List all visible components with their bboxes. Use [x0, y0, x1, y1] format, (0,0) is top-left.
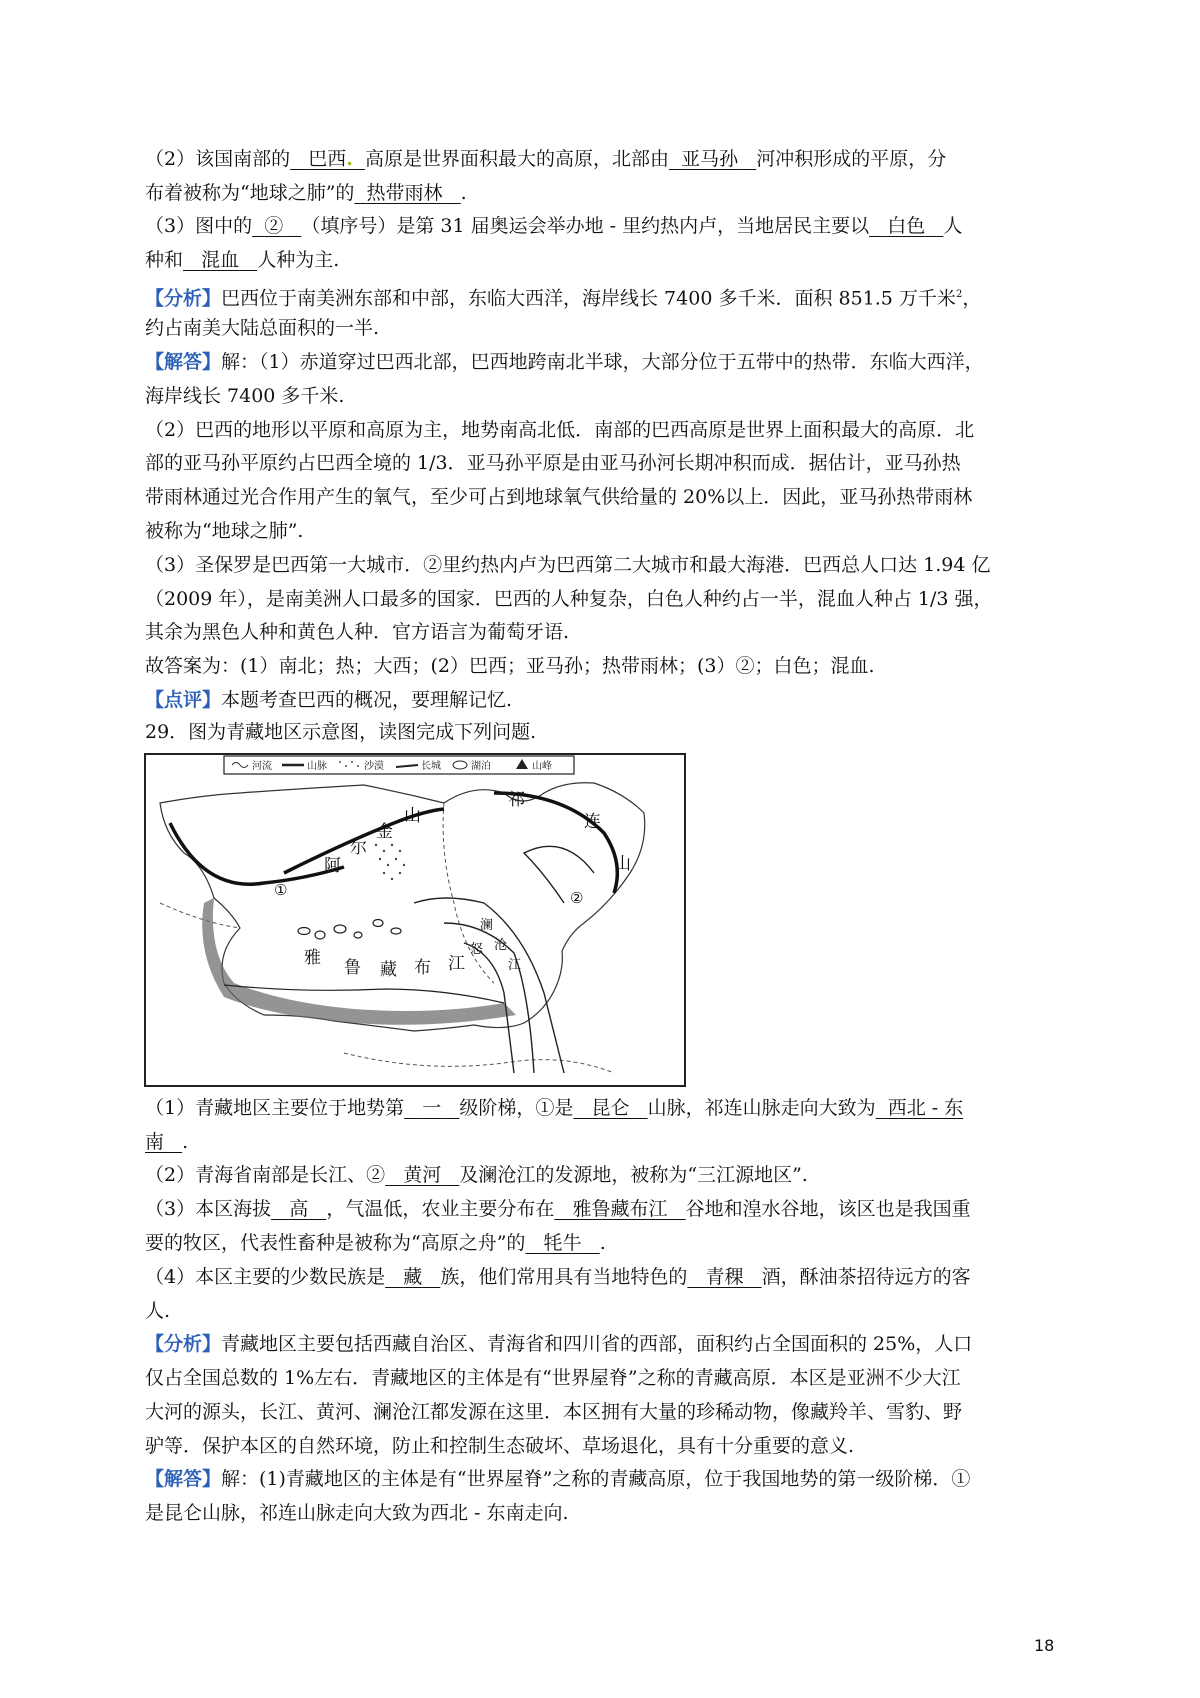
text: 仅占全国总数的 1%左右．青藏地区的主体是有“世界屋脊”之称的青藏高原．本区是亚洲不少大江 [145, 1367, 961, 1389]
q29-solution-2 [145, 1500, 569, 1526]
solution-tag: 【解答】 [145, 1468, 222, 1490]
q29-analysis-2 [145, 1365, 961, 1391]
label-lan: 澜 [480, 918, 494, 933]
answer-blank: 白色 [887, 215, 926, 237]
answer-blank: 混血 [201, 249, 240, 271]
text: 大河的源头，长江、黄河、澜沧江都发源在这里．本区拥有大量的珍稀动物，像藏羚羊、雪豹、野 [145, 1401, 963, 1423]
text: 族，他们常用具有当地特色的 [440, 1266, 688, 1288]
answer-blank: 热带雨林 [366, 182, 443, 204]
text: . [460, 182, 467, 204]
label-er: 尔 [350, 838, 367, 858]
legend-peak: 山峰 [532, 761, 552, 772]
label-bu: 布 [414, 958, 431, 978]
q28-answer [145, 653, 875, 679]
text: （1）青藏地区主要位于地势第 [145, 1097, 405, 1119]
text: （2）该国南部的 [145, 148, 291, 170]
q28-line-3 [145, 180, 467, 206]
q28-comment [145, 687, 512, 713]
answer-blank: 西北 - 东 [887, 1097, 964, 1119]
label-shan-altun: 山 [404, 806, 421, 826]
analysis-tag: 【分析】 [145, 1333, 222, 1355]
text: . [182, 1131, 189, 1153]
label-shan-qilian: 山 [614, 854, 631, 874]
answer-blank: 南 [145, 1131, 165, 1153]
label-jiang-yarlung: 江 [448, 954, 465, 974]
q28-solution-6 [145, 518, 303, 544]
answer-blank: 青稞 [705, 1266, 744, 1288]
q28-solution-3 [145, 417, 974, 443]
text: （3）图中的 [145, 215, 253, 237]
text: 青藏地区主要包括西藏自治区、青海省和四川省的西部，面积约占全国面积的 25%，人口 [221, 1333, 973, 1355]
text: （2）巴西的地形以平原和高原为主，地势南高北低．南部的巴西高原是世界上面积最大的高原．北 [145, 419, 975, 441]
q29-analysis-4 [145, 1433, 854, 1459]
text: 布着被称为“地球之肺”的 [145, 182, 355, 204]
text: 本题考查巴西的概况，要理解记忆. [221, 689, 513, 711]
legend-desert: 沙漠 [364, 761, 384, 772]
q29-analysis-3 [145, 1399, 962, 1425]
text: . [599, 1232, 606, 1254]
q29-analysis-1 [145, 1331, 972, 1357]
text: 及澜沧江的发源地，被称为“三江源地区”. [459, 1164, 808, 1186]
answer-blank: 雅鲁藏布江 [572, 1198, 668, 1220]
label-cang: 沧 [494, 938, 508, 953]
legend-lake: 湖泊 [471, 761, 491, 772]
q28-solution-8 [145, 586, 993, 612]
text: 海岸线长 7400 多千米. [145, 385, 345, 407]
analysis-tag: 【分析】 [145, 287, 222, 310]
q28-line-4 [145, 213, 962, 239]
qinghai-tibet-map [144, 753, 686, 1087]
q29-sub2 [145, 1162, 808, 1188]
text: 解：(1)青藏地区的主体是有“世界屋脊”之称的青藏高原，位于我国地势的第一级阶梯．① [221, 1468, 971, 1490]
q28-solution-4 [145, 450, 961, 476]
text: 种和 [145, 249, 184, 271]
text: 带雨林通过光合作用产生的氧气，至少可占到地球氧气供给量的 20%以上．因此，亚马孙热带雨林 [145, 486, 973, 508]
q29-sub1-line2 [145, 1129, 188, 1155]
text: 是昆仑山脉，祁连山脉走向大致为西北 - 东南走向. [145, 1502, 569, 1524]
q29-sub3-line1 [145, 1196, 971, 1222]
answer-blank: 藏 [403, 1266, 423, 1288]
text: 被称为“地球之肺”. [145, 520, 304, 542]
q29-title [145, 719, 536, 745]
q28-solution-1 [145, 349, 984, 375]
text: （填序号）是第 31 届奥运会举办地 - 里约热内卢，当地居民主要以 [301, 215, 870, 237]
text: 约占南美大陆总面积的一半. [145, 317, 380, 339]
text: （3）圣保罗是巴西第一大城市．②里约热内卢为巴西第二大城市和最大海港．巴西总人口达 1.94 亿 [145, 554, 991, 576]
text: 谷地和湟水谷地，该区也是我国重 [685, 1198, 971, 1220]
solution-tag: 【解答】 [145, 351, 222, 373]
q29-sub4-line1 [145, 1264, 971, 1290]
label-qi: 祁 [508, 790, 525, 810]
q28-analysis-2 [145, 315, 379, 341]
q28-solution-5 [145, 484, 972, 510]
text: （3）本区海拔 [145, 1198, 272, 1220]
text: 高原是世界面积最大的高原，北部由 [364, 148, 669, 170]
label-ya: 雅 [304, 948, 321, 968]
text: （4）本区主要的少数民族是 [145, 1266, 386, 1288]
text: 巴西位于南美洲东部和中部，东临大西洋，海岸线长 7400 多千米．面积 851.5 万千米 [221, 287, 956, 310]
label-lian: 连 [584, 812, 601, 832]
legend-great-wall: 长城 [421, 761, 441, 772]
q28-analysis-1 [145, 282, 981, 311]
text: 酒，酥油茶招待远方的客 [761, 1266, 971, 1288]
label-circled-1: ① [274, 881, 288, 899]
answer-blank: 牦牛 [543, 1232, 582, 1254]
answer-blank: 巴西. [308, 148, 353, 170]
superscript: 2 [955, 289, 963, 300]
text: 河冲积形成的平原，分 [756, 148, 947, 170]
q29-sub1-line1 [145, 1095, 963, 1121]
text: 人 [943, 215, 963, 237]
text: 其余为黑色人种和黄色人种．官方语言为葡萄牙语. [145, 621, 570, 643]
text: 29．图为青藏地区示意图，读图完成下列问题. [145, 721, 537, 743]
label-a: 阿 [324, 856, 341, 876]
text: 驴等．保护本区的自然环境，防止和控制生态破坏、草场退化，具有十分重要的意义. [145, 1435, 855, 1457]
q28-solution-7 [145, 552, 990, 578]
answer-blank: 一 [422, 1097, 442, 1119]
text: 山脉，祁连山脉走向大致为 [647, 1097, 876, 1119]
label-zang: 藏 [380, 960, 397, 980]
answer-blank: 高 [289, 1198, 309, 1220]
legend-river: 河流 [252, 761, 272, 772]
text: 人种为主. [257, 249, 340, 271]
label-circled-2: ② [570, 889, 584, 907]
text: ，气温低，农业主要分布在 [326, 1198, 555, 1220]
label-jiang-lancang: 江 [508, 958, 522, 973]
answer-blank: 亚马孙 [681, 148, 739, 170]
page-number: 18 [1034, 1636, 1055, 1655]
q28-line-5 [145, 247, 339, 273]
q28-solution-9 [145, 619, 569, 645]
text: 故答案为：(1）南北；热；大西；(2）巴西；亚马孙；热带雨林；(3）②；白色；混血. [145, 655, 875, 677]
text: ， [962, 287, 982, 310]
q29-sub4-line2 [145, 1298, 170, 1324]
q28-line-2 [145, 146, 946, 172]
comment-tag: 【点评】 [145, 689, 222, 711]
text: 级阶梯，①是 [459, 1097, 574, 1119]
text: 人. [145, 1300, 171, 1322]
text: 要的牧区，代表性畜种是被称为“高原之舟”的 [145, 1232, 526, 1254]
text: 解：（1）赤道穿过巴西北部，巴西地跨南北半球，大部分位于五带中的热带．东临大西洋， [221, 351, 984, 373]
q29-solution-1 [145, 1466, 970, 1492]
answer-blank: 黄河 [403, 1164, 442, 1186]
answer-blank: 昆仑 [591, 1097, 630, 1119]
label-nu: 怒 [470, 942, 484, 957]
label-jin: 金 [376, 822, 393, 842]
text: （2009 年），是南美洲人口最多的国家．巴西的人种复杂，白色人种约占一半，混血人种占 1/3 强， [145, 588, 993, 610]
label-lu: 鲁 [344, 958, 361, 978]
text: （2）青海省南部是长江、② [145, 1164, 386, 1186]
legend-mountain: 山脉 [307, 761, 327, 772]
answer-blank: ② [264, 215, 284, 237]
text: 部的亚马孙平原约占巴西全境的 1/3．亚马孙平原是由亚马孙河长期冲积而成．据估计，亚马孙热 [145, 452, 961, 474]
q28-solution-2 [145, 383, 344, 409]
q29-sub3-line2 [145, 1230, 606, 1256]
